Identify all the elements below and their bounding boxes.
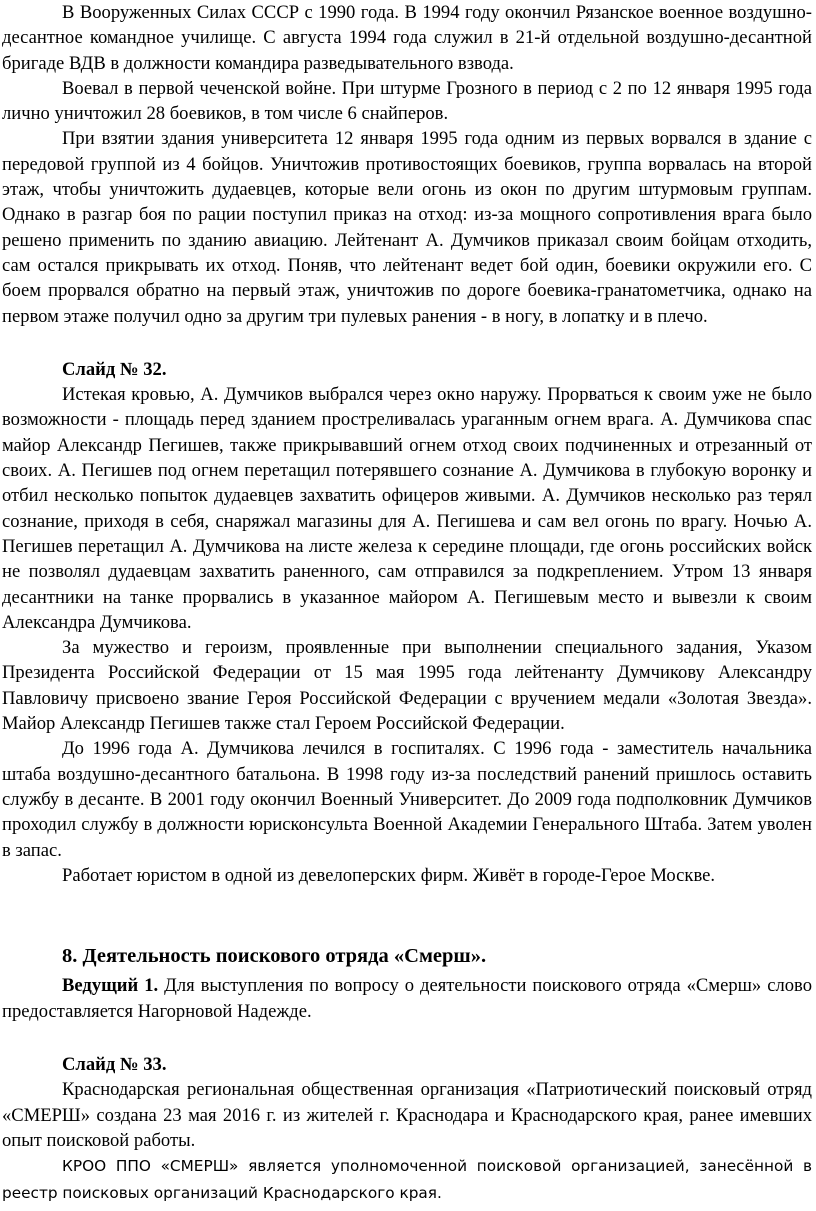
paragraph-service: В Вооруженных Силах СССР с 1990 года. В 1994 году окончил Рязанское военное воздушно-десантное командное училище. С августа 1994 года служил в 21-й отдельной воздушно-десантной бригаде ВДВ в должности командира разведывательного взвода.	[2, 2, 812, 74]
paragraph-later-service: До 1996 года А. Думчикова лечился в госпиталях. С 1996 года - заместитель начальника штаба воздушно-десантного батальона. В 1998 году из-за последствий ранений пришлось оставить службу в десанте. В 2001 году окончил Военный Университет. До 2009 года подполковник Думчиков проходил службу в должности юрисконсульта Военной Академии Генерального Штаба. Затем уволен в запас.	[2, 738, 812, 861]
slide-32-label: Слайд № 32.	[62, 358, 167, 380]
paragraph-university-assault: При взятии здания университета 12 января 1995 года одним из первых ворвался в здание с передовой группой из 4 бойцов. Уничтожив противостоящих боевиков, группа ворвалась на второй этаж, чтобы уничтожить дудаевцев, которые вели огонь из окон по другим штурмовым группам. Однако в разгар боя по рации поступил приказ на отход: из-за мощного сопротивления врага было решено применить по зданию авиацию. Лейтенант А. Думчиков приказал своим бойцам отходить, сам остался прикрывать их отход. Поняв, что лейтенант ведет бой один, боевики окружили его. С боем прорвался обратно на первый этаж, уничтожив по дороге боевика-гранатометчика, однако на первом этаже получил одно за другим три пулевых ранения - в ногу, в лопатку и в плечо.	[2, 128, 812, 327]
paragraph-hero-award: За мужество и героизм, проявленные при выполнении специального задания, Указом Президента Российской Федерации от 15 мая 1995 года лейтенанту Думчикову Александру Павловичу присвоено звание Героя Российской Федерации с вручением медали «Золотая Звезда». Майор Александр Пегишев также стал Героем Российской Федерации.	[2, 637, 812, 735]
host-label: Ведущий 1.	[62, 975, 159, 997]
paragraph-current-work: Работает юристом в одной из девелоперских фирм. Живёт в городе-Герое Москве.	[62, 864, 716, 886]
section-8-heading: 8. Деятельность поискового отряда «Смерш».	[62, 945, 487, 968]
spacer	[2, 1024, 812, 1052]
host-text: Для выступления по вопросу о деятельности поискового отряда «Смерш» слово предоставляется Нагорновой Надежде.	[2, 975, 812, 1022]
paragraph-smersh-registry: КРОО ППО «СМЕРШ» является уполномоченной поисковой организацией, занесённой в реестр поисковых организаций Краснодарского края.	[2, 1157, 812, 1203]
paragraph-host-intro	[2, 973, 812, 1024]
paragraph-chechen-war: Воевал в первой чеченской войне. При штурме Грозного в период с 2 по 12 января 1995 года лично уничтожил 28 боевиков, в том числе 6 снайперов.	[2, 77, 812, 125]
spacer	[2, 329, 812, 357]
slide-33-label: Слайд № 33.	[62, 1053, 167, 1075]
paragraph-rescue: Истекая кровью, А. Думчиков выбрался через окно наружу. Прорваться к своим уже не было возможности - площадь перед зданием простреливалась ураганным огнем врага. А. Думчикова спас майор Александр Пегишев, также прикрывавший огнем отход своих подчиненных и отрезанный от своих. А. Пегишев под огнем перетащил потерявшего сознание А. Думчикова в глубокую воронку и отбил несколько попыток дудаевцев захватить офицеров живыми. А. Думчиков несколько раз терял сознание, приходя в себя, снаряжал магазины для А. Пегишева и сам вел огонь по врагу. Ночью А. Пегишев перетащил А. Думчикова на листе железа к середине площади, где огонь российских войск не позволял дудаевцам захватить раненного, сам отправился за подкреплением. Утром 13 января десантники на танке прорвались в указанное майором А. Пегишевым место и вывезли к своим Александра Думчикова.	[2, 384, 812, 633]
spacer	[2, 888, 812, 944]
paragraph-smersh-founding: Краснодарская региональная общественная организация «Патриотический поисковый отряд «СМЕРШ» создана 23 мая 2016 г. из жителей г. Краснодара и Краснодарского края, ранее имевших опыт поисковой работы.	[2, 1079, 812, 1151]
